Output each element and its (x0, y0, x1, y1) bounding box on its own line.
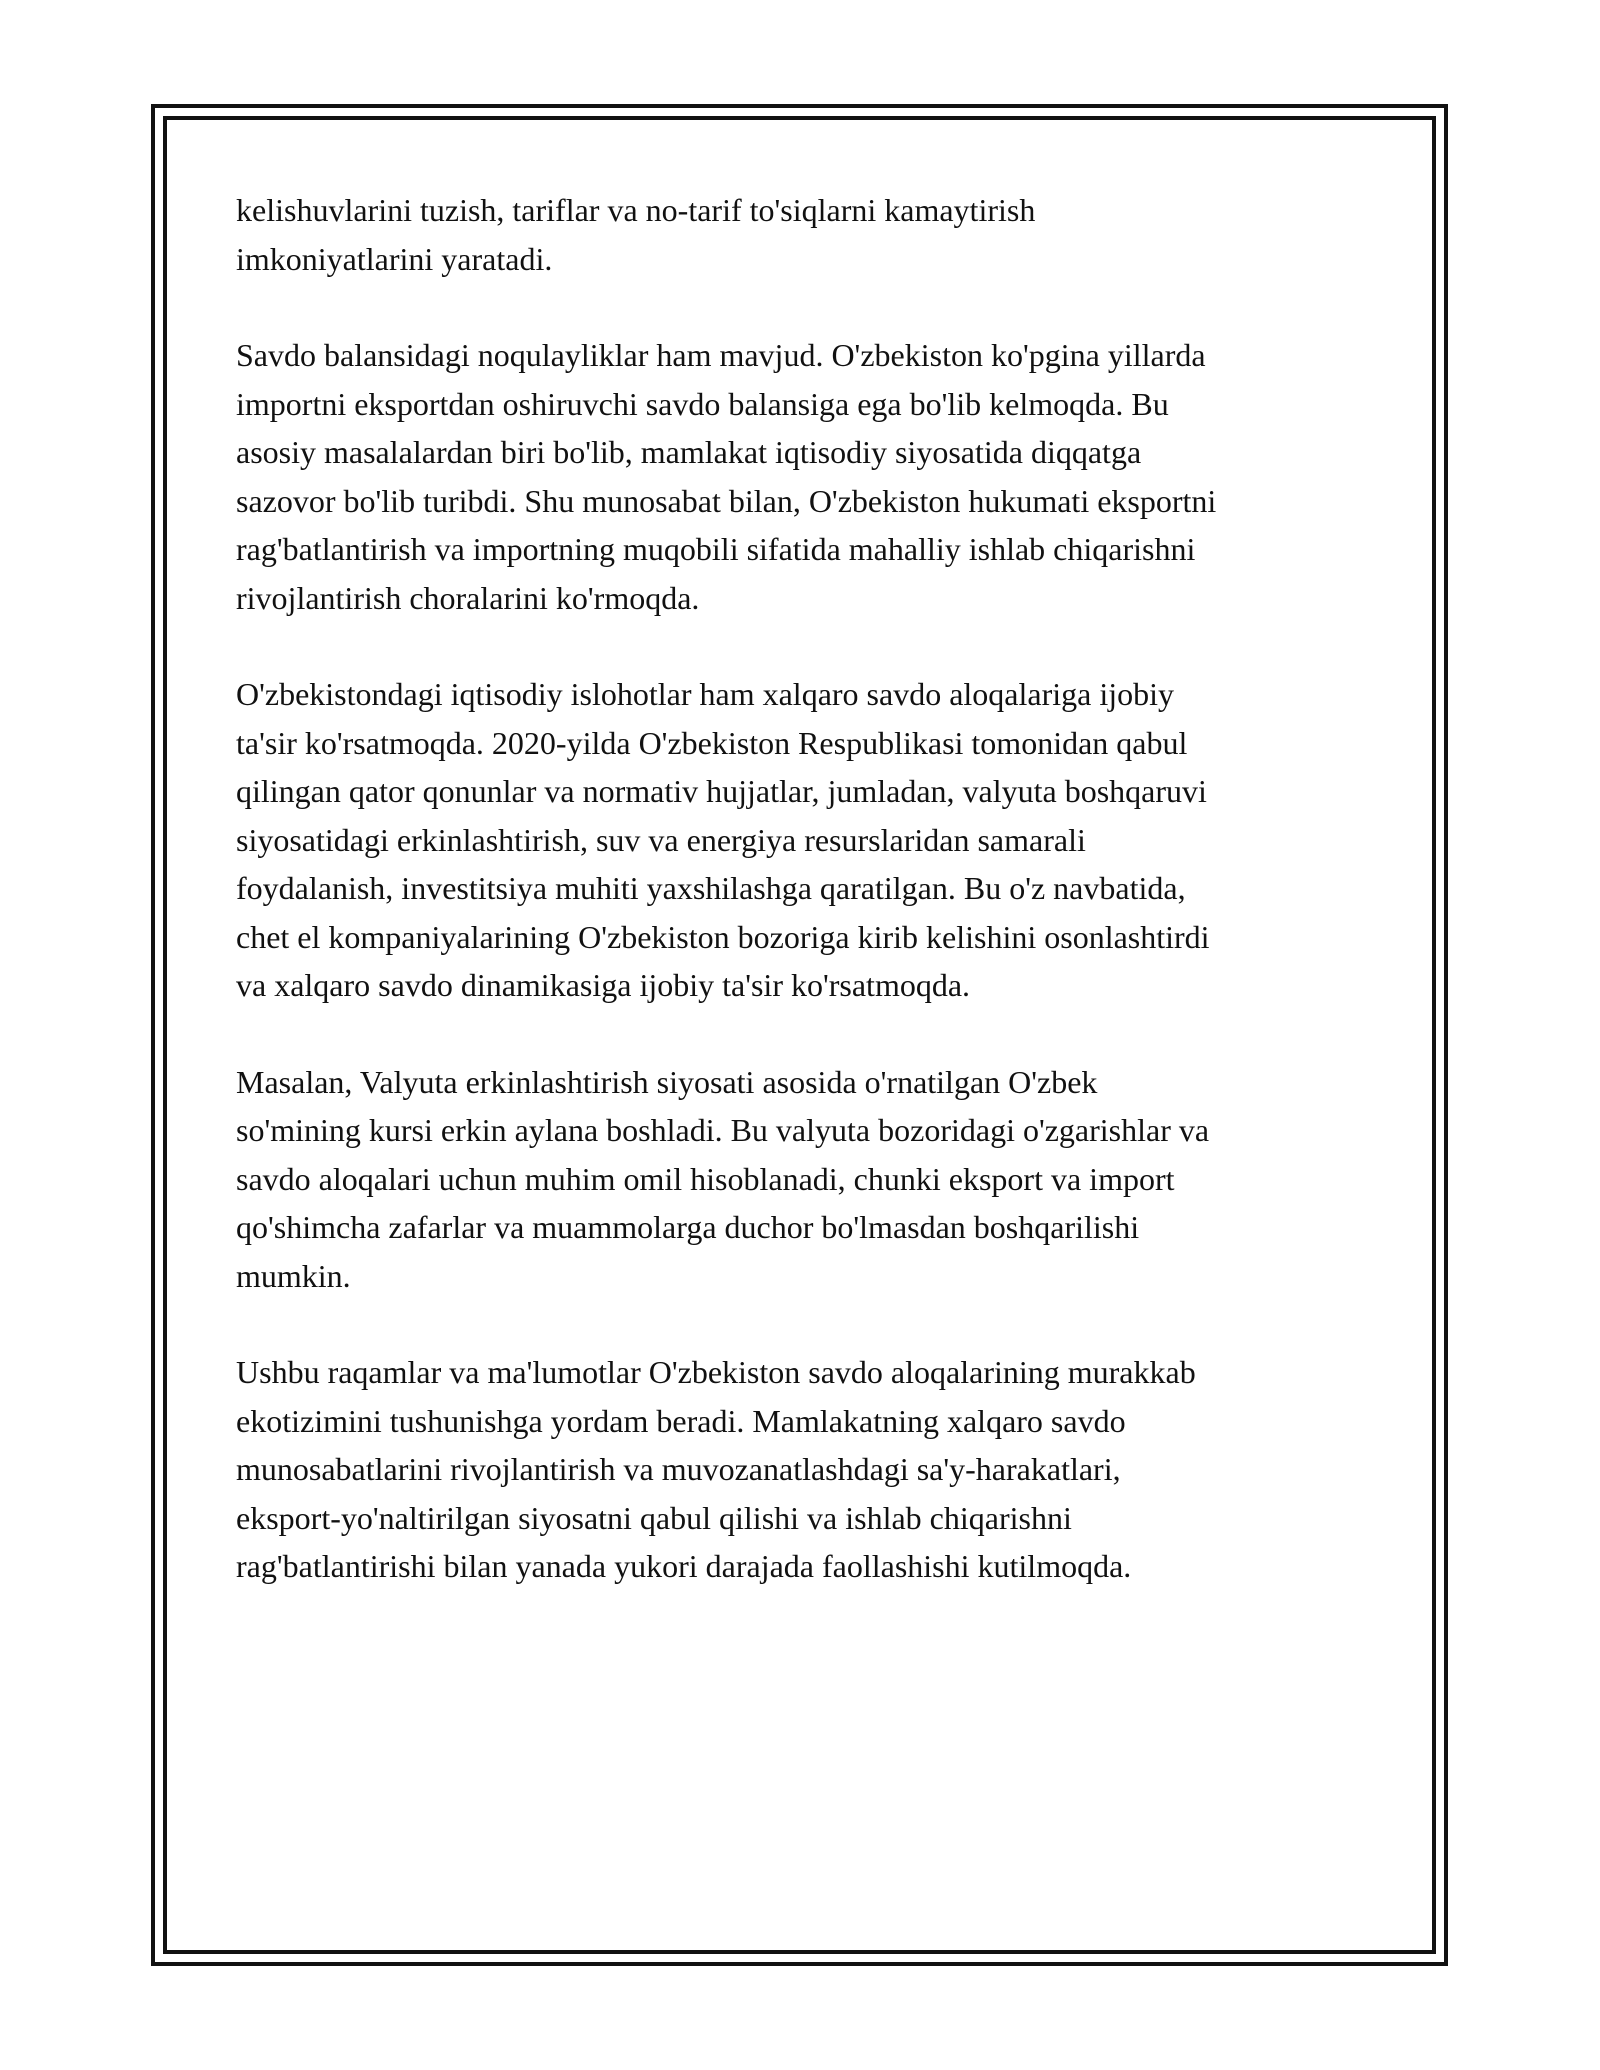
text-line: importni eksportdan oshiruvchi savdo balansiga ega bo'lib kelmoqda. Bu (236, 385, 1169, 422)
text-line: eksport-yo'naltirilgan siyosatni qabul qilishi va ishlab chiqarishni (236, 1499, 1072, 1536)
text-line: Masalan, Valyuta erkinlashtirish siyosati asosida o'rnatilgan O'zbek (236, 1063, 1098, 1100)
text-line: qo'shimcha zafarlar va muammolarga duchor bo'lmasdan boshqarilishi (236, 1209, 1140, 1245)
text-line: so'mining kursi erkin aylana boshladi. Bu valyuta bozoridagi o'zgarishlar va (236, 1112, 1210, 1148)
text-line: ta'sir ko'rsatmoqda. 2020-yilda O'zbekiston Respublikasi tomonidan qabul (236, 724, 1188, 761)
paragraph-4 (236, 1058, 1376, 1301)
text-line: asosiy masalalardan biri bo'lib, mamlakat iqtisodiy siyosatida diqqatga (236, 434, 1142, 470)
text-line: rag'batlantirish va importning muqobili sifatida mahalliy ishlab chiqarishni (236, 531, 1196, 567)
paragraph-1 (236, 186, 1376, 283)
text-line: foydalanish, investitsiya muhiti yaxshilashga qaratilgan. Bu o'z navbatida, (236, 870, 1186, 906)
text-line: Savdo balansidagi noqulayliklar ham mavjud. O'zbekiston ko'pgina yillarda (236, 337, 1206, 373)
text-line: mumkin. (236, 1257, 351, 1294)
text-line: Ushbu raqamlar va ma'lumotlar O'zbekiston savdo aloqalarining murakkab (236, 1354, 1196, 1390)
text-line: kelishuvlarini tuzish, tariflar va no-tarif to'siqlarni kamaytirish (236, 192, 1036, 228)
text-line: rivojlantirish choralarini ko'rmoqda. (236, 579, 700, 616)
text-line: chet el kompaniyalarining O'zbekiston bozoriga kirib kelishini osonlashtirdi (236, 918, 1210, 955)
text-line: rag'batlantirishi bilan yanada yukori darajada faollashishi kutilmoqda. (236, 1548, 1132, 1584)
paragraph-3 (236, 670, 1376, 1010)
text-line: munosabatlarini rivojlantirish va muvozanatlashdagi sa'y-harakatlari, (236, 1451, 1121, 1487)
text-line: qilingan qator qonunlar va normativ hujjatlar, jumladan, valyuta boshqaruvi (236, 773, 1207, 809)
text-line: siyosatidagi erkinlashtirish, suv va energiya resurslaridan samarali (236, 821, 1086, 858)
paragraph-5 (236, 1348, 1376, 1591)
text-line: ekotizimini tushunishga yordam beradi. Mamlakatning xalqaro savdo (236, 1402, 1126, 1439)
document-body (236, 186, 1376, 1639)
text-line: O'zbekistondagi iqtisodiy islohotlar ham xalqaro savdo aloqalariga ijobiy (236, 676, 1175, 712)
text-line: va xalqaro savdo dinamikasiga ijobiy ta'sir ko'rsatmoqda. (236, 967, 971, 1003)
text-line: savdo aloqalari uchun muhim omil hisoblanadi, chunki eksport va import (236, 1160, 1175, 1197)
text-line: sazovor bo'lib turibdi. Shu munosabat bilan, O'zbekiston hukumati eksportni (236, 482, 1217, 519)
paragraph-2 (236, 331, 1376, 622)
text-line: imkoniyatlarini yaratadi. (236, 240, 553, 277)
